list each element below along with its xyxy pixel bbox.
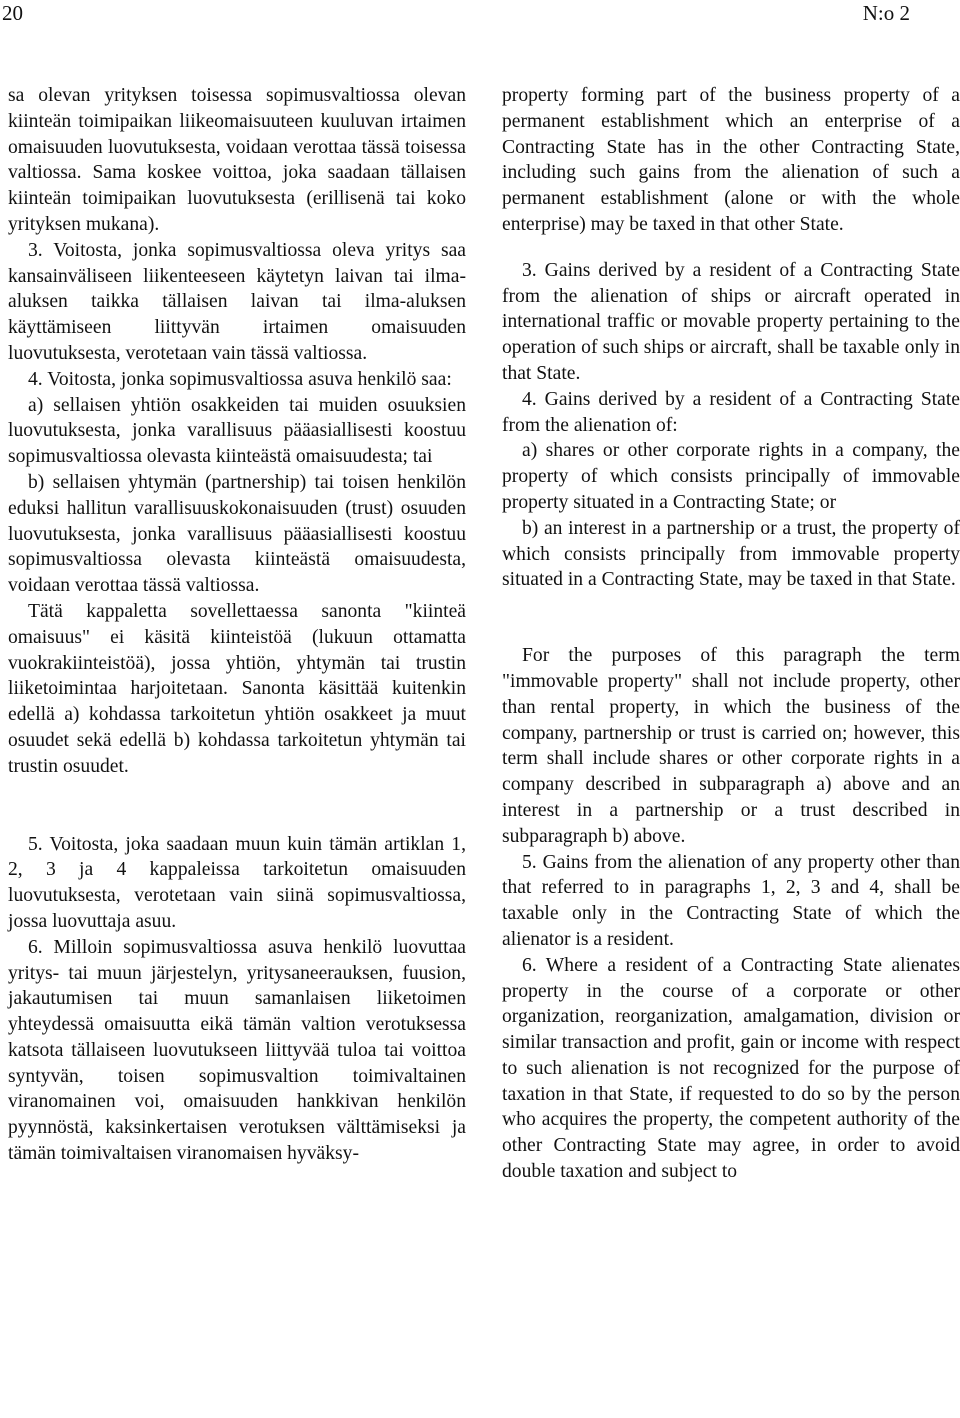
en-paragraph-6: 6. Where a resident of a Contracting State alienates property in the course of a corporate or other organization, reorganization, amalgamation, division or similar transaction and profit, gain or income with respect to such alienation is not recognized for the purpose of taxation in that State, if requested to do so by the person who acquires the property, the competent authority of the other Contracting State may agree, in order to avoid double taxation and subject to — [502, 954, 960, 1183]
fi-paragraph-6: 6. Milloin sopimusvaltiossa asuva henkilö luovuttaa yritys- tai muun järjestelyn, yritysaneerauksen, fuusion, jakautumisen tai muun samanlaisen liiketoimen yhteydessä omaisuutta eikä tämän valtion verotuksessa katsota tällaiseen luovutukseen liittyvää tuloa tai voittoa syntyvän, toisen sopimusvaltion toimivaltainen viranomainen voi, omaisuuden hankkivan henkilön pyynnöstä, kaksinkertaisen verotuksen välttämiseksi ja tämän toimivaltaisen viranomaisen hyväksy- — [8, 936, 466, 1165]
en-paragraph-4b: b) an interest in a partnership or a trust, the property of which consists principally from immovable property situated in a Contracting State, may be taxed in that State. — [502, 517, 960, 591]
page-number: 20 — [2, 1, 23, 25]
en-paragraph-5: 5. Gains from the alienation of any property other than that referred to in paragraphs 1, 2, 3 and 4, shall be taxable only in the Contracting State of which the alienator is a resident. — [502, 851, 960, 950]
en-paragraph-3: 3. Gains derived by a resident of a Contracting State from the alienation of ships or aircraft operated in international traffic or movable property pertaining to the operation of such ships or aircraft, shall be taxable only in that State. — [502, 259, 960, 384]
en-paragraph-4: 4. Gains derived by a resident of a Contracting State from the alienation of: — [502, 388, 960, 436]
issue-number: N:o 2 — [862, 1, 910, 25]
fi-paragraph-5: 5. Voitosta, joka saadaan muun kuin tämän artiklan 1, 2, 3 ja 4 kappaleissa tarkoitetun omaisuuden luovutuksesta, verotetaan vain siinä sopimusvaltiossa, jossa luovuttaja asuu. — [8, 833, 466, 932]
fi-paragraph-4a: a) sellaisen yhtiön osakkeiden tai muiden osuuksien luovutuksesta, jonka varallisuus pääasiallisesti koostuu sopimusvaltiossa olevasta kiinteästä omaisuudesta; tai — [8, 394, 466, 468]
english-column — [502, 83, 960, 1185]
en-paragraph-4a: a) shares or other corporate rights in a company, the property of which consists principally of immovable property situated in a Contracting State; or — [502, 440, 960, 513]
en-spacer-1 — [502, 238, 960, 258]
page-header — [0, 0, 960, 30]
fi-spacer — [8, 780, 466, 832]
en-paragraph-2-continued: property forming part of the business property of a permanent establishment which an enterprise of a Contracting State has in the other Contracting State, including such gains from the alienation of such a permanent establishment (alone or with the whole enterprise) may be taxed in that other State. — [502, 85, 960, 235]
fi-paragraph-4b: b) sellaisen yhtymän (partnership) tai toisen henkilön eduksi hallitun varallisuuskokonaisuuden (trust) osuuden luovutuksesta, jonka varallisuus pääasiallisesti koostuu sopimusvaltiossa olevasta kiinteästä omaisuudesta, voidaan verottaa tässä valtiossa. — [8, 471, 466, 597]
fi-paragraph-3: 3. Voitosta, jonka sopimusvaltiossa oleva yritys saa kansainväliseen liikenteeseen käytetyn laivan tai ilma-aluksen taikka tällaisen laivan tai ilma-aluksen käyttämiseen liittyvän irtaimen omaisuuden luovutuksesta, verotetaan vain tässä valtiossa. — [8, 239, 466, 364]
finnish-column — [8, 83, 466, 1167]
fi-paragraph-4: 4. Voitosta, jonka sopimusvaltiossa asuva henkilö saa: — [28, 368, 452, 390]
fi-paragraph-2-continued: sa olevan yrityksen toisessa sopimusvaltiossa olevan kiinteän toimipaikan liikeomaisuuteen kuuluvan irtaimen omaisuuden luovutuksesta, voidaan verottaa tässä toisessa valtiossa. Sama koskee voittoa, joka saadaan tällaisen kiinteän toimipaikan luovutuksesta (erillisenä tai koko yrityksen mukana). — [8, 85, 466, 235]
en-spacer-2 — [502, 593, 960, 643]
en-paragraph-4-definition: For the purposes of this paragraph the term "immovable property" shall not include property, other than rental property, in which the business of the company, partnership or trust is carried on; however, this term shall include shares or other corporate rights in a company described in subparagraph a) above and an interest in a partnership or a trust described in subparagraph b) above. — [502, 645, 960, 847]
fi-paragraph-4-definition: Tätä kappaletta sovellettaessa sanonta "kiinteä omaisuus" ei käsitä kiinteistöä (lukuun ottamatta vuokrakiinteistöä), jossa yhtiön, yhtymän tai trustin liiketoimintaa harjoitetaan. Sanonta käsittää kuitenkin edellä a) kohdassa tarkoitetun yhtiön osakkeet ja muut osuudet sekä edellä b) kohdassa tarkoitetun yhtymän tai trustin osuudet. — [8, 600, 466, 777]
